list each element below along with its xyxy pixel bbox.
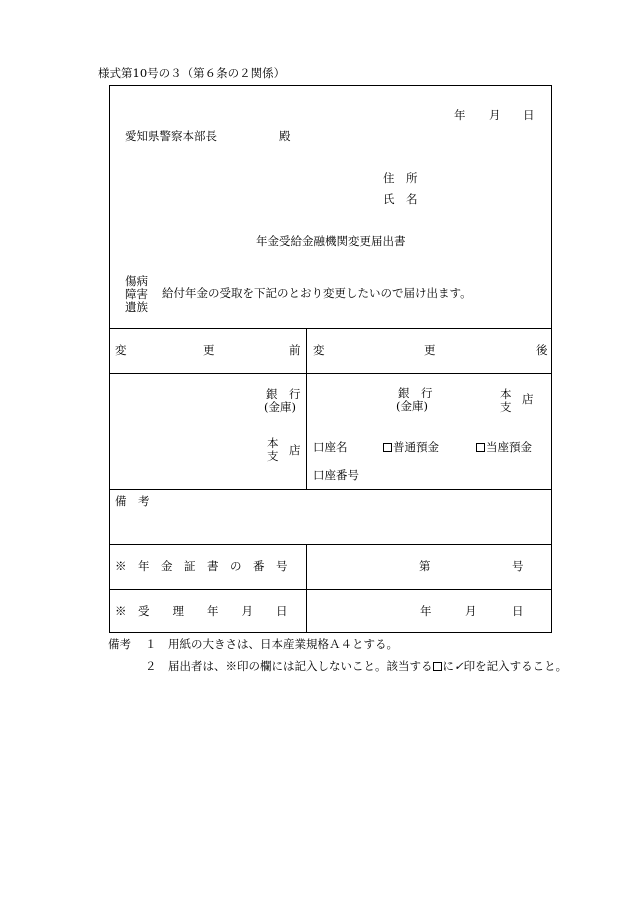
divider-cert-top: [109, 544, 552, 545]
note-2-text: [168, 661, 567, 673]
form-title: 年金受給金融機関変更届出書: [256, 234, 406, 248]
receipt-date-label: ※ 受 理 年 月 日: [115, 604, 288, 618]
before-header-char-1: 変: [115, 343, 127, 357]
ordinary-deposit-option[interactable]: [383, 442, 439, 454]
before-kinko-label: (金庫): [264, 400, 296, 414]
form-frame: [109, 85, 552, 633]
cert-number-label: ※ 年 金 証 書 の 番 号: [115, 559, 288, 573]
before-header-char-3: 前: [289, 343, 301, 357]
after-ten-label: 店: [522, 392, 534, 406]
receipt-year-label: 年: [420, 604, 432, 618]
current-deposit-checkbox[interactable]: [476, 443, 485, 452]
divider-header-top: [109, 328, 552, 329]
note-1-number: １: [145, 637, 157, 651]
statement: 給付年金の受取を下記のとおり変更したいので届け出ます。: [162, 286, 472, 300]
date-month-label: 月: [489, 108, 501, 122]
checkmark-icon: ✓: [454, 659, 464, 673]
reason-options: [125, 275, 148, 314]
ordinary-deposit-label: 普通預金: [393, 440, 439, 454]
addressee-suffix: 殿: [279, 129, 291, 143]
before-ten-label: 店: [289, 443, 301, 457]
before-branch-type: [267, 437, 279, 463]
note-2-text-a: 届出者は、※印の欄には記入しないこと。該当する: [168, 659, 433, 673]
divider-cert-value: [306, 544, 307, 633]
note-2-checkbox-glyph: [433, 662, 442, 671]
after-bank-label: 銀 行: [398, 386, 433, 400]
after-kinko-label: (金庫): [396, 399, 428, 413]
before-honten-label: 本: [267, 436, 279, 450]
cert-gou-label: 号: [512, 559, 524, 573]
remarks-label: 備 考: [115, 494, 150, 508]
divider-before-after: [306, 328, 307, 489]
account-name-label: 口座名: [313, 440, 348, 454]
receipt-day-label: 日: [512, 604, 524, 618]
before-shiten-label: 支: [267, 449, 279, 463]
receipt-month-label: 月: [465, 604, 477, 618]
divider-receipt-top: [109, 589, 552, 590]
divider-remarks-top: [109, 489, 552, 490]
date-day-label: 日: [523, 108, 535, 122]
note-2-number: ２: [145, 659, 157, 673]
reason-option-survivor: 遺族: [125, 300, 148, 314]
reason-option-disability: 障害: [125, 287, 148, 301]
reason-option-injury: 傷病: [125, 274, 148, 288]
notes-label: 備考: [108, 637, 131, 651]
form-number: 様式第10号の３（第６条の２関係）: [98, 66, 286, 80]
after-shiten-label: 支: [500, 400, 512, 414]
after-header-char-2: 更: [424, 343, 436, 357]
note-1-text: 用紙の大きさは、日本産業規格Ａ４とする。: [168, 637, 398, 651]
addressee: 愛知県警察本部長: [125, 129, 217, 143]
note-2-text-b: に: [442, 659, 454, 673]
current-deposit-option[interactable]: [476, 442, 532, 454]
divider-header-bottom: [109, 373, 552, 374]
after-honten-label: 本: [500, 387, 512, 401]
before-bank-label: 銀 行: [266, 387, 301, 401]
note-2-text-c: 印を記入すること。: [463, 659, 568, 673]
after-header-char-1: 変: [313, 343, 325, 357]
current-deposit-label: 当座預金: [486, 440, 532, 454]
after-branch-type: [500, 388, 512, 414]
before-header-char-2: 更: [203, 343, 215, 357]
account-number-label: 口座番号: [313, 468, 359, 482]
name-label: 氏 名: [383, 192, 418, 206]
date-year-label: 年: [454, 108, 466, 122]
cert-dai-label: 第: [419, 559, 431, 573]
ordinary-deposit-checkbox[interactable]: [383, 443, 392, 452]
after-header-char-3: 後: [536, 343, 548, 357]
address-label: 住 所: [383, 171, 418, 185]
